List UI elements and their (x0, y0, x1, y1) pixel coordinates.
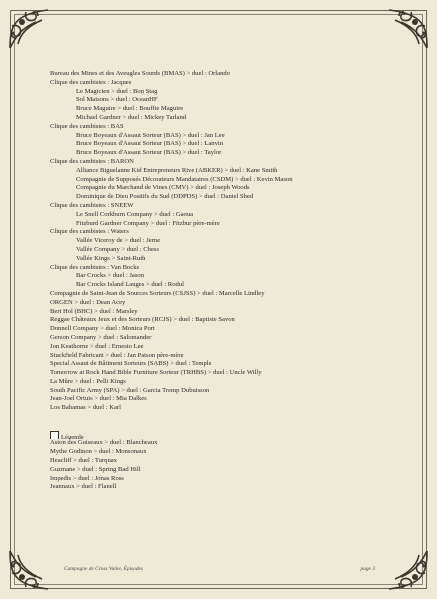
ornament-icon (385, 6, 431, 52)
entry-line: Clique des cambistes : BARON (50, 157, 134, 165)
entry-line: Le Magicien > duel : Bon Stag (76, 87, 158, 95)
footer-title: Campagne de Cross Vaine, Épisodes (64, 566, 144, 572)
entry-line: Special Assaut de Bâtiment Sorteurs (SABS) > duel : Temple (50, 360, 212, 368)
legend-title: Légende (61, 433, 84, 440)
legend-item: Aston des Guiseaux > duel : Blancheaux (50, 439, 158, 447)
entry-line: Le Snell Corkburn Company > duel : Gaoua (76, 210, 194, 218)
entry-line: ORGEN > duel : Dean Acey (50, 298, 126, 306)
entry-line: Michael Gardner > duel : Mickey Tarland (76, 113, 187, 121)
entry-line: Bruce Boyeaux d'Assaut Sorteur (BAS) > duel : Jan Lee (76, 131, 225, 139)
entry-line: Compagnie du Marchand de Vines (CMV) > duel : Joseph Woods (76, 184, 250, 192)
entry-line: Donnell Company > duel : Monica Port (50, 325, 155, 333)
entry-line: Fitzburd Gardner Company > duel : Fitzbur père-mère (76, 219, 220, 227)
spacer (50, 422, 390, 431)
entry-line: Bureau des Mines et des Aveugles Sourds (BMAS) > duel : Orlando (50, 70, 230, 77)
entry-line: Bruce Boyeaux d'Assaut Sorteur (BAS) > duel : Lanvin (76, 140, 224, 148)
entry-line: Clique des cambistes : SNEEW (50, 201, 134, 209)
entry-line: Compagnie de Saint-Jean de Sources Sorteurs (CSJSS) > duel : Marcelle Lindley (50, 289, 265, 297)
entry-line: South Pacific Army (SPA) > duel : Garcia Tremp Dubuisson (50, 386, 210, 394)
entry-line: Bert Hol (BHC) > duel : Marsley (50, 307, 138, 315)
ornament-icon (385, 547, 431, 593)
entry-line: Compagnie de Supposés Décorateurs Mandataires (CSDM) > duel : Kevin Mason (76, 175, 293, 183)
entry-line: Jon Keathorne > duel : Ernesto Lee (50, 342, 144, 350)
entry-line: Clique des cambistes : Waters (50, 228, 129, 236)
entry-line: Los Bahamas > duel : Karl (50, 404, 121, 412)
spacer (50, 413, 390, 422)
document-body (50, 70, 390, 492)
entry-line: Stuckfield Fabricant > duel : Jan Patson père-mère (50, 351, 184, 359)
entry-line: Jean-Joel Ortuis > duel : Mia Dalkes (50, 395, 147, 403)
entry-line: Clique des cambistes : Jacques (50, 78, 132, 86)
entry-line: Clique des cambistes : BAS (50, 122, 124, 130)
entry-line: Alliance Biguelanne Kid Entrepreneurs Rive (ABKER) > duel : Kane Smith (76, 166, 278, 174)
entry-line: Bruce Boyeaux d'Assaut Sorteur (BAS) > duel : Taylor (76, 149, 222, 157)
legend-item: Jeannaux > duel : Flanell (50, 483, 117, 491)
page-number: page 3 (360, 566, 375, 572)
entry-line: Tomorrow at Rock Hand Bible Furniture Sorteur (TRHBS) > duel : Uncle Willy (50, 369, 262, 377)
entry-line: Bruce Maguire > duel : Bouffie Maguire (76, 105, 184, 113)
entry-line: Vallée Viceroy de > duel : Jerne (76, 237, 161, 245)
legend-list (50, 439, 390, 492)
entry-line: Clique des cambistes : Van Bocks (50, 263, 140, 271)
entry-line: Gerson Company > duel : Salomander (50, 333, 152, 341)
entry-line: Reggae Châteaux Jeux et des Sorteurs (RCJS) > duel : Baptiste Savon (50, 316, 235, 324)
entry-list (50, 70, 390, 413)
entry-line: La Mûre > duel : Pelli Kings (50, 377, 126, 385)
entry-line: Bar Crocks Island Lauges > duel : Rodul (76, 281, 184, 289)
entry-line: Vallée Kings > Saint-Ruth (76, 254, 146, 262)
entry-line: Sol Maisons > duel : OceanHF (76, 96, 158, 104)
legend-item: Guzmane > duel : Spring Bad Hill (50, 465, 141, 473)
ornament-icon (6, 6, 52, 52)
square-icon (50, 431, 59, 440)
ornament-icon (6, 547, 52, 593)
legend-heading (50, 431, 390, 440)
legend-item: Mythe Godinon > duel : Monsonaux (50, 448, 147, 456)
legend-item: Impedis > duel : Jonas Ross (50, 474, 124, 482)
entry-line: Dominique de Dieu Positifs du Sud (DDPDS) > duel : Daniel Shed (76, 193, 254, 201)
entry-line: Bar Crocks > duel : Jason (76, 272, 144, 280)
legend-item: Heacliff > duel : Turquax (50, 457, 117, 465)
entry-line: Vallée Company > duel : Chess (76, 245, 160, 253)
